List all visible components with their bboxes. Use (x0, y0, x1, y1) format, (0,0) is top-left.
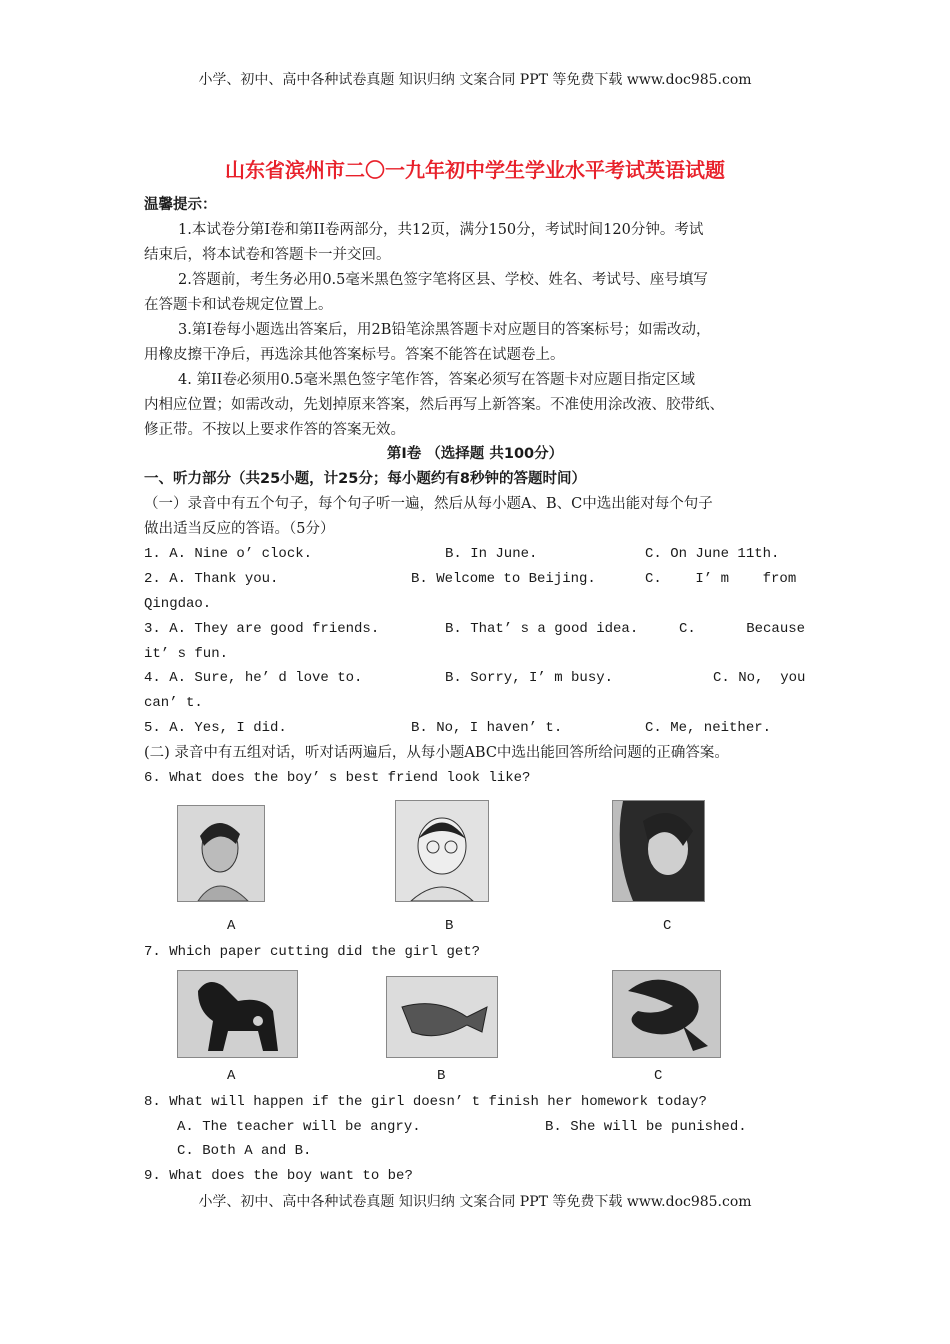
exam-title: 山东省滨州市二〇一九年初中学生学业水平考试英语试题 (225, 158, 725, 182)
q1-option-c: C. On June 11th. (645, 546, 780, 562)
tip-1-line-2: 结束后，将本试卷和答题卡一并交回。 (144, 247, 391, 263)
question-2 (144, 567, 824, 592)
q4-wrap: can’ t. (144, 695, 203, 711)
q7-picture-b-fish-cutting (386, 976, 498, 1058)
tip-4-line-1: 4. 第II卷必须用0.5毫米黑色签字笔作答，答案必须写在答题卡对应题目指定区域 (178, 372, 695, 388)
q3-option-c: C. Because (679, 621, 806, 637)
q6-label-a: A (227, 918, 236, 934)
tip-2-line-2: 在答题卡和试卷规定位置上。 (144, 297, 333, 313)
q6-label-b: B (445, 918, 454, 934)
question-7: 7. Which paper cutting did the girl get? (144, 944, 481, 960)
q3-option-b: B. That’ s a good idea. (445, 621, 639, 637)
q8-option-a: A. The teacher will be angry. (177, 1119, 421, 1135)
q5-option-c: C. Me, neither. (645, 720, 772, 736)
tip-2-line-1: 2.答题前，考生务必用0.5毫米黑色签字笔将区县、学校、姓名、考试号、座号填写 (178, 272, 708, 288)
question-8-options (177, 1115, 857, 1140)
q2-option-a: 2. A. Thank you. (144, 571, 279, 587)
tip-4-line-2: 内相应位置；如需改动，先划掉原来答案，然后再写上新答案。不准使用涂改液、胶带纸、 (144, 397, 724, 413)
question-6: 6. What does the boy’ s best friend look like? (144, 770, 531, 786)
sub1-line-2: 做出适当反应的答语。（5分） (144, 521, 335, 537)
question-1 (144, 542, 824, 567)
q6-picture-c-girl-long-hair (612, 800, 705, 902)
section1-title: 一、听力部分（共25小题，计25分；每小题约有8秒钟的答题时间） (144, 471, 586, 487)
tip-3-line-2: 用橡皮擦干净后，再选涂其他答案标号。答案不能答在试题卷上。 (144, 347, 565, 363)
question-3 (144, 617, 824, 642)
q4-option-c: C. No, you (713, 670, 806, 686)
question-5 (144, 716, 824, 741)
q4-option-a: 4. A. Sure, he’ d love to. (144, 670, 363, 686)
q3-wrap: it’ s fun. (144, 646, 229, 662)
q2-option-b: B. Welcome to Beijing. (411, 571, 596, 587)
q6-picture-b-boy-glasses (395, 800, 489, 902)
q7-label-a: A (227, 1068, 236, 1084)
question-9: 9. What does the boy want to be? (144, 1168, 413, 1184)
sub1-line-1: （一）录音中有五个句子，每个句子听一遍，然后从每小题A、B、C中选出能对每个句子 (144, 496, 713, 512)
question-8: 8. What will happen if the girl doesn’ t finish her homework today? (144, 1094, 707, 1110)
q7-picture-c-dragon-cutting (612, 970, 721, 1058)
q5-option-b: B. No, I haven’ t. (411, 720, 563, 736)
q3-option-a: 3. A. They are good friends. (144, 621, 380, 637)
q4-option-b: B. Sorry, I’ m busy. (445, 670, 614, 686)
tip-1-line-1: 1.本试卷分第Ⅰ卷和第II卷两部分，共12页，满分150分，考试时间120分钟。考试 (178, 222, 704, 238)
sub2-instruction: (二) 录音中有五组对话，听对话两遍后，从每小题ABC中选出能回答所给问题的正确答案。 (144, 745, 729, 761)
q8-option-c: C. Both A and B. (177, 1143, 312, 1159)
q5-option-a: 5. A. Yes, I did. (144, 720, 287, 736)
tip-3-line-1: 3.第Ⅰ卷每小题选出答案后，用2B铅笔涂黑答题卡对应题目的答案标号；如需改动， (178, 322, 711, 338)
q7-label-c: C (654, 1068, 663, 1084)
q6-picture-a-man-profile (177, 805, 265, 902)
q7-label-b: B (437, 1068, 446, 1084)
tip-4-line-3: 修正带。不按以上要求作答的答案无效。 (144, 422, 405, 438)
q2-wrap: Qingdao. (144, 596, 212, 612)
q8-option-b: B. She will be punished. (545, 1119, 747, 1135)
q6-label-c: C (663, 918, 672, 934)
question-4 (144, 666, 824, 691)
q7-picture-a-dog-cutting (177, 970, 298, 1058)
q2-option-c: C. I’ m from (645, 571, 797, 587)
page-header: 小学、初中、高中各种试卷真题 知识归纳 文案合同 PPT 等免费下载 www.doc985.com (198, 72, 752, 88)
part1-title: 第Ⅰ卷 （选择题 共100分） (386, 446, 564, 462)
tips-heading: 温馨提示： (144, 197, 217, 213)
q1-option-a: 1. A. Nine o’ clock. (144, 546, 313, 562)
page-footer: 小学、初中、高中各种试卷真题 知识归纳 文案合同 PPT 等免费下载 www.doc985.com (198, 1194, 752, 1210)
q1-option-b: B. In June. (445, 546, 538, 562)
